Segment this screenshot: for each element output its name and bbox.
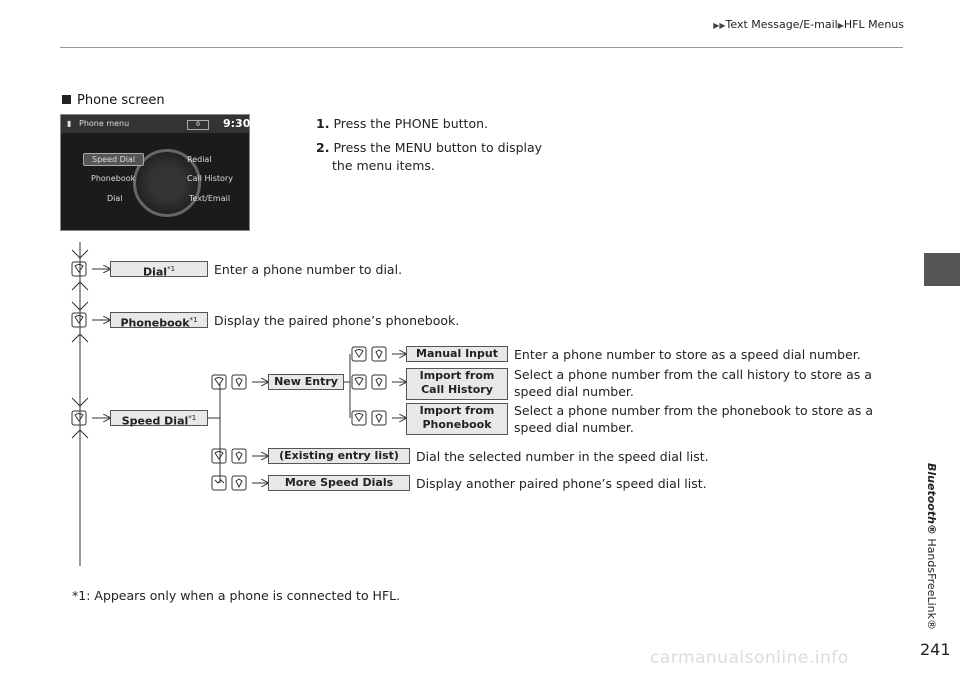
speed-dial-box: Speed Dial$^{*1}$ (110, 410, 208, 426)
screen-item-speed-dial: Speed Dial (83, 153, 144, 166)
import-phonebook-desc: Select a phone number from the phonebook to store as a speed dial number. (514, 403, 874, 435)
existing-entry-box: (Existing entry list) (268, 448, 410, 464)
step-2: 2. Press the MENU button to display (316, 140, 543, 155)
import-call-history-box: Import from Call History (406, 368, 508, 400)
dial-desc: Enter a phone number to dial. (214, 262, 403, 277)
page-number: 241 (920, 640, 951, 659)
screen-item-phonebook: Phonebook (91, 174, 136, 183)
signal-icon: 0 (187, 120, 209, 130)
screen-time: 9:30 (223, 117, 251, 130)
section-heading-text: Phone screen (77, 93, 165, 108)
screen-item-call-history: Call History (187, 174, 233, 183)
footnote: *1: Appears only when a phone is connected to HFL. (72, 588, 401, 603)
existing-entry-desc: Dial the selected number in the speed dial list. (416, 449, 709, 464)
chapter-rest: HandsFreeLink® (925, 534, 938, 630)
triangle-icon: ▶▶ (713, 21, 726, 30)
screen-item-redial: Redial (187, 155, 212, 164)
phonebook-box: Phonebook$^{*1}$ (110, 312, 208, 328)
step-1: 1. Press the PHONE button. (316, 116, 488, 131)
manual-input-box: Manual Input (406, 346, 508, 362)
new-entry-box: New Entry (268, 374, 344, 390)
phone-icon: ▮ (67, 119, 72, 128)
breadcrumb-part-2[interactable]: HFL Menus (843, 18, 904, 31)
import-phonebook-box: Import from Phonebook (406, 403, 508, 435)
breadcrumb-part-1[interactable]: Text Message/E-mail (725, 18, 838, 31)
screen-item-dial: Dial (107, 194, 123, 203)
manual-input-desc: Enter a phone number to store as a speed dial number. (514, 347, 861, 362)
more-speed-dials-box: More Speed Dials (268, 475, 410, 491)
import-call-history-desc: Select a phone number from the call history to store as a speed dial number. (514, 367, 872, 399)
watermark: carmanualsonline.info (650, 648, 849, 668)
triangle-icon: ▶ (837, 21, 844, 30)
screen-title: Phone menu (79, 119, 130, 128)
step-2-cont: the menu items. (332, 158, 435, 173)
phonebook-desc: Display the paired phone’s phonebook. (214, 313, 460, 328)
more-speed-dials-desc: Display another paired phone’s speed dial list. (416, 476, 707, 491)
screen-item-text-email: Text/Email (189, 194, 231, 203)
dial-box: Dial$^{*1}$ (110, 261, 208, 277)
chapter-brand: Bluetooth® (925, 463, 938, 535)
